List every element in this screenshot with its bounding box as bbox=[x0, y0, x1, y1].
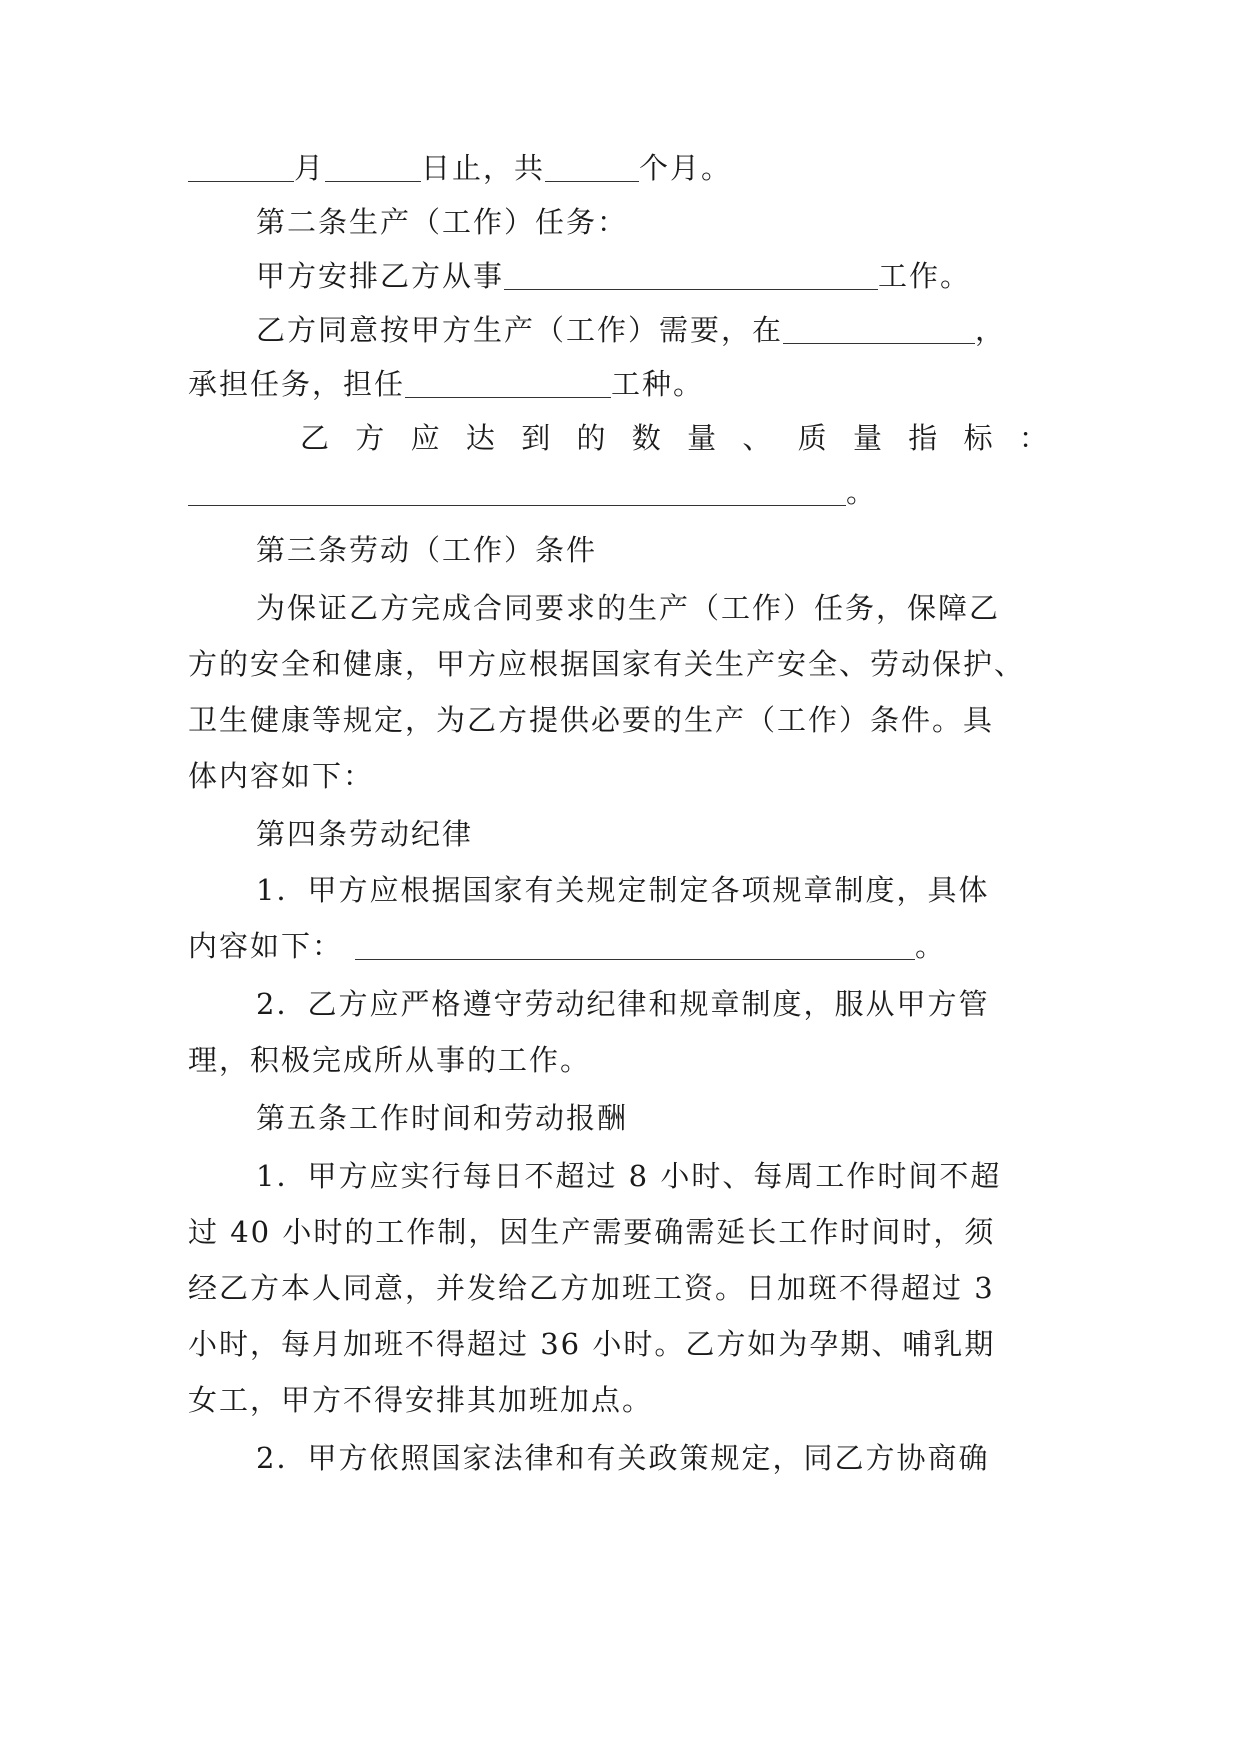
text-char: 量 bbox=[852, 421, 882, 455]
text-line bbox=[256, 310, 1050, 350]
paragraph-line: 2．乙方应严格遵守劳动纪律和规章制度，服从甲方管 bbox=[256, 987, 990, 1021]
text-char: 达 bbox=[465, 421, 495, 455]
text-char: 量 bbox=[687, 421, 717, 455]
text-segment: 。 bbox=[915, 929, 947, 963]
paragraph-line: 体内容如下： bbox=[188, 759, 375, 793]
paragraph-line: 小时，每月加班不得超过 36 小时。乙方如为孕期、哺乳期 bbox=[188, 1327, 996, 1361]
section-heading: 第四条劳动纪律 bbox=[256, 817, 474, 851]
paragraph-line: 为保证乙方完成合同要求的生产（工作）任务，保障乙 bbox=[256, 591, 1001, 625]
paragraph-line: 方的安全和健康，甲方应根据国家有关生产安全、劳动保护、 bbox=[188, 647, 1026, 681]
text-line bbox=[188, 148, 1050, 188]
paragraph-line: 卫生健康等规定，为乙方提供必要的生产（工作）条件。具 bbox=[188, 703, 995, 737]
paragraph-line: 经乙方本人同意，并发给乙方加班工资。日加斑不得超过 3 bbox=[188, 1271, 995, 1305]
paragraph-line: 2．甲方依照国家法律和有关政策规定，同乙方协商确 bbox=[256, 1441, 990, 1475]
blank-underline bbox=[545, 153, 639, 182]
text-char: 、 bbox=[742, 421, 772, 455]
text-char: 质 bbox=[797, 421, 827, 455]
blank-underline bbox=[188, 477, 846, 506]
blank-underline bbox=[504, 261, 878, 290]
text-char: 数 bbox=[631, 421, 661, 455]
text-char: 的 bbox=[576, 421, 606, 455]
text-char: 应 bbox=[410, 421, 440, 455]
text-segment: ， bbox=[975, 313, 1007, 347]
blank-underline bbox=[783, 315, 975, 344]
text-segment: 乙方同意按甲方生产（工作）需要，在 bbox=[256, 313, 784, 347]
text-line-justified bbox=[300, 418, 1048, 458]
section-heading: 第三条劳动（工作）条件 bbox=[256, 533, 598, 567]
paragraph-line: 过 40 小时的工作制，因生产需要确需延长工作时间时，须 bbox=[188, 1215, 996, 1249]
text-char: 方 bbox=[355, 421, 385, 455]
text-segment: 月 bbox=[294, 151, 326, 185]
blank-underline bbox=[405, 369, 611, 398]
text-char: ： bbox=[1018, 421, 1048, 455]
text-char: 到 bbox=[521, 421, 551, 455]
text-line bbox=[256, 256, 1050, 296]
text-char: 乙 bbox=[300, 421, 330, 455]
section-heading: 第五条工作时间和劳动报酬 bbox=[256, 1101, 629, 1135]
text-segment: 工作。 bbox=[878, 259, 972, 293]
blank-underline bbox=[325, 153, 421, 182]
paragraph-line: 理，积极完成所从事的工作。 bbox=[188, 1043, 592, 1077]
text-segment: 甲方安排乙方从事 bbox=[256, 259, 505, 293]
text-line bbox=[188, 926, 1050, 966]
blank-underline bbox=[188, 153, 294, 182]
blank-underline bbox=[355, 931, 915, 960]
text-segment: 承担任务，担任 bbox=[188, 367, 406, 401]
section-heading: 第二条生产（工作）任务： bbox=[256, 205, 629, 239]
text-segment: 个月。 bbox=[639, 151, 733, 185]
text-line bbox=[188, 364, 1050, 404]
text-segment: 内容如下： bbox=[188, 929, 344, 963]
text-char: 指 bbox=[908, 421, 938, 455]
text-segment: 工种。 bbox=[611, 367, 705, 401]
paragraph-line: 女工，甲方不得安排其加班加点。 bbox=[188, 1383, 654, 1417]
paragraph-line: 1．甲方应实行每日不超过 8 小时、每周工作时间不超 bbox=[256, 1159, 1002, 1193]
text-char: 标 bbox=[963, 421, 993, 455]
text-segment: 日止，共 bbox=[421, 151, 546, 185]
text-segment: 。 bbox=[846, 475, 878, 509]
text-line bbox=[188, 472, 1050, 512]
paragraph-line: 1．甲方应根据国家有关规定制定各项规章制度，具体 bbox=[256, 873, 990, 907]
